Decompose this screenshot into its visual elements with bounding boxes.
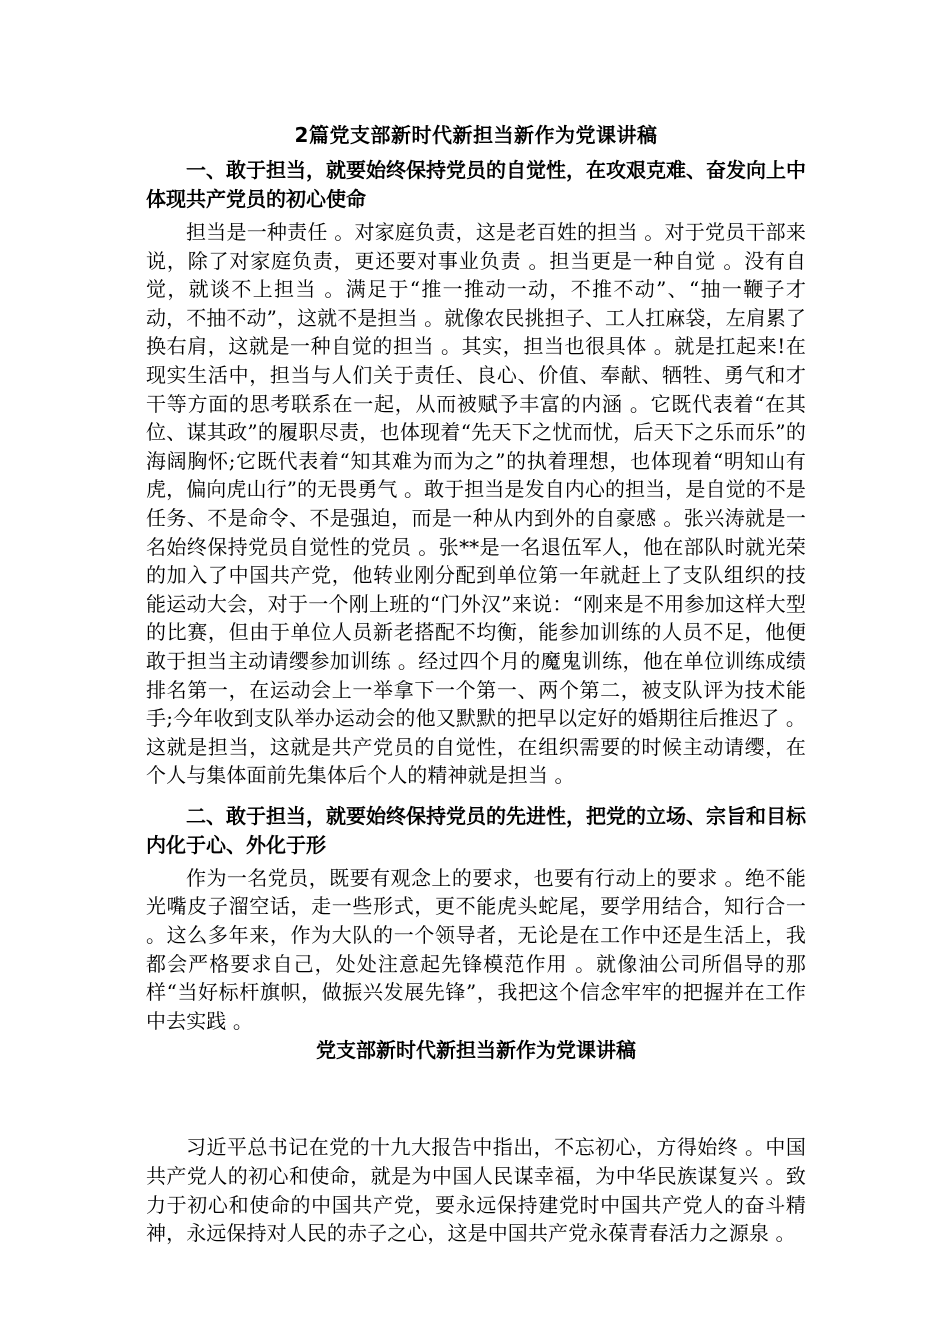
part2-title: 党支部新时代新担当新作为党课讲稿: [316, 1038, 636, 1063]
document-page: [146, 120, 806, 1248]
document-title: 2篇党支部新时代新担当新作为党课讲稿: [294, 123, 658, 147]
section-heading-2: 二、敢于担当，就要始终保持党员的先进性，把党的立场、宗旨和目标内化于心、外化于形: [146, 803, 806, 857]
section-body-1: 担当是一种责任 。对家庭负责，这是老百姓的担当 。对于党员干部来说，除了对家庭负责，更还要对事业负责 。担当更是一种自觉 。没有自觉，就谈不上担当 。满足于“推一推动一动，不推不动”、“抽一鞭子才动，不抽不动”，这就不是担当 。就像农民挑担子、工人扛麻袋，左肩累了换右肩，这就是一种自觉的担当 。其实，担当也很具体 。就是扛起来!在现实生活中，担当与人们关于责任、良心、价值、奉献、牺牲、勇气和才干等方面的思考联系在一起，从而被赋予丰富的内涵 。它既代表着“在其位、谋其政”的履职尽责，也体现着“先天下之忧而忧，后天下之乐而乐”的海阔胸怀;它既代表着“知其难为而为之”的执着理想，也体现着“明知山有虎，偏向虎山行”的无畏勇气 。敢于担当是发自内心的担当，是自觉的不是任务、不是命令、不是强迫，而是一种从内到外的自豪感 。张兴涛就是一名始终保持党员自觉性的党员 。张**是一名退伍军人，他在部队时就光荣的加入了中国共产党，他转业刚分配到单位第一年就赶上了支队组织的技能运动大会，对于一个刚上班的“门外汉”来说：“刚来是不用参加这样大型的比赛，但由于单位人员新老搭配不均衡，能参加训练的人员不足，他便敢于担当主动请缨参加训练 。经过四个月的魔鬼训练，他在单位训练成绩排名第一，在运动会上一举拿下一个第一、两个第二，被支队评为技术能手;今年收到支队举办运动会的他又默默的把早以定好的婚期往后推迟了 。这就是担当，这就是共产党员的自觉性，在组织需要的时候主动请缨，在个人与集体面前先集体后个人的精神就是担当 。: [146, 220, 806, 788]
section-body-2: 作为一名党员，既要有观念上的要求，也要有行动上的要求 。绝不能光嘴皮子溜空话，走一些形式，更不能虎头蛇尾，要学用结合，知行合一 。这么多年来，作为大队的一个领导者，无论是在工作中还是生活上，我都会严格要求自己，处处注意起先锋模范作用 。就像油公司所倡导的那样“当好标杆旗帜，做振兴发展先锋”，我把这个信念牢牢的把握并在工作中去实践 。: [146, 865, 806, 1033]
part2-body: 习近平总书记在党的十九大报告中指出，不忘初心，方得始终 。中国共产党人的初心和使命，就是为中国人民谋幸福，为中华民族谋复兴 。致力于初心和使命的中国共产党，要永远保持建党时中国共产党人的奋斗精神，永远保持对人民的赤子之心，这是中国共产党永葆青春活力之源泉 。: [146, 1135, 806, 1246]
section-heading-1: 一、敢于担当，就要始终保持党员的自觉性，在攻艰克难、奋发向上中体现共产党员的初心使命: [146, 158, 806, 211]
